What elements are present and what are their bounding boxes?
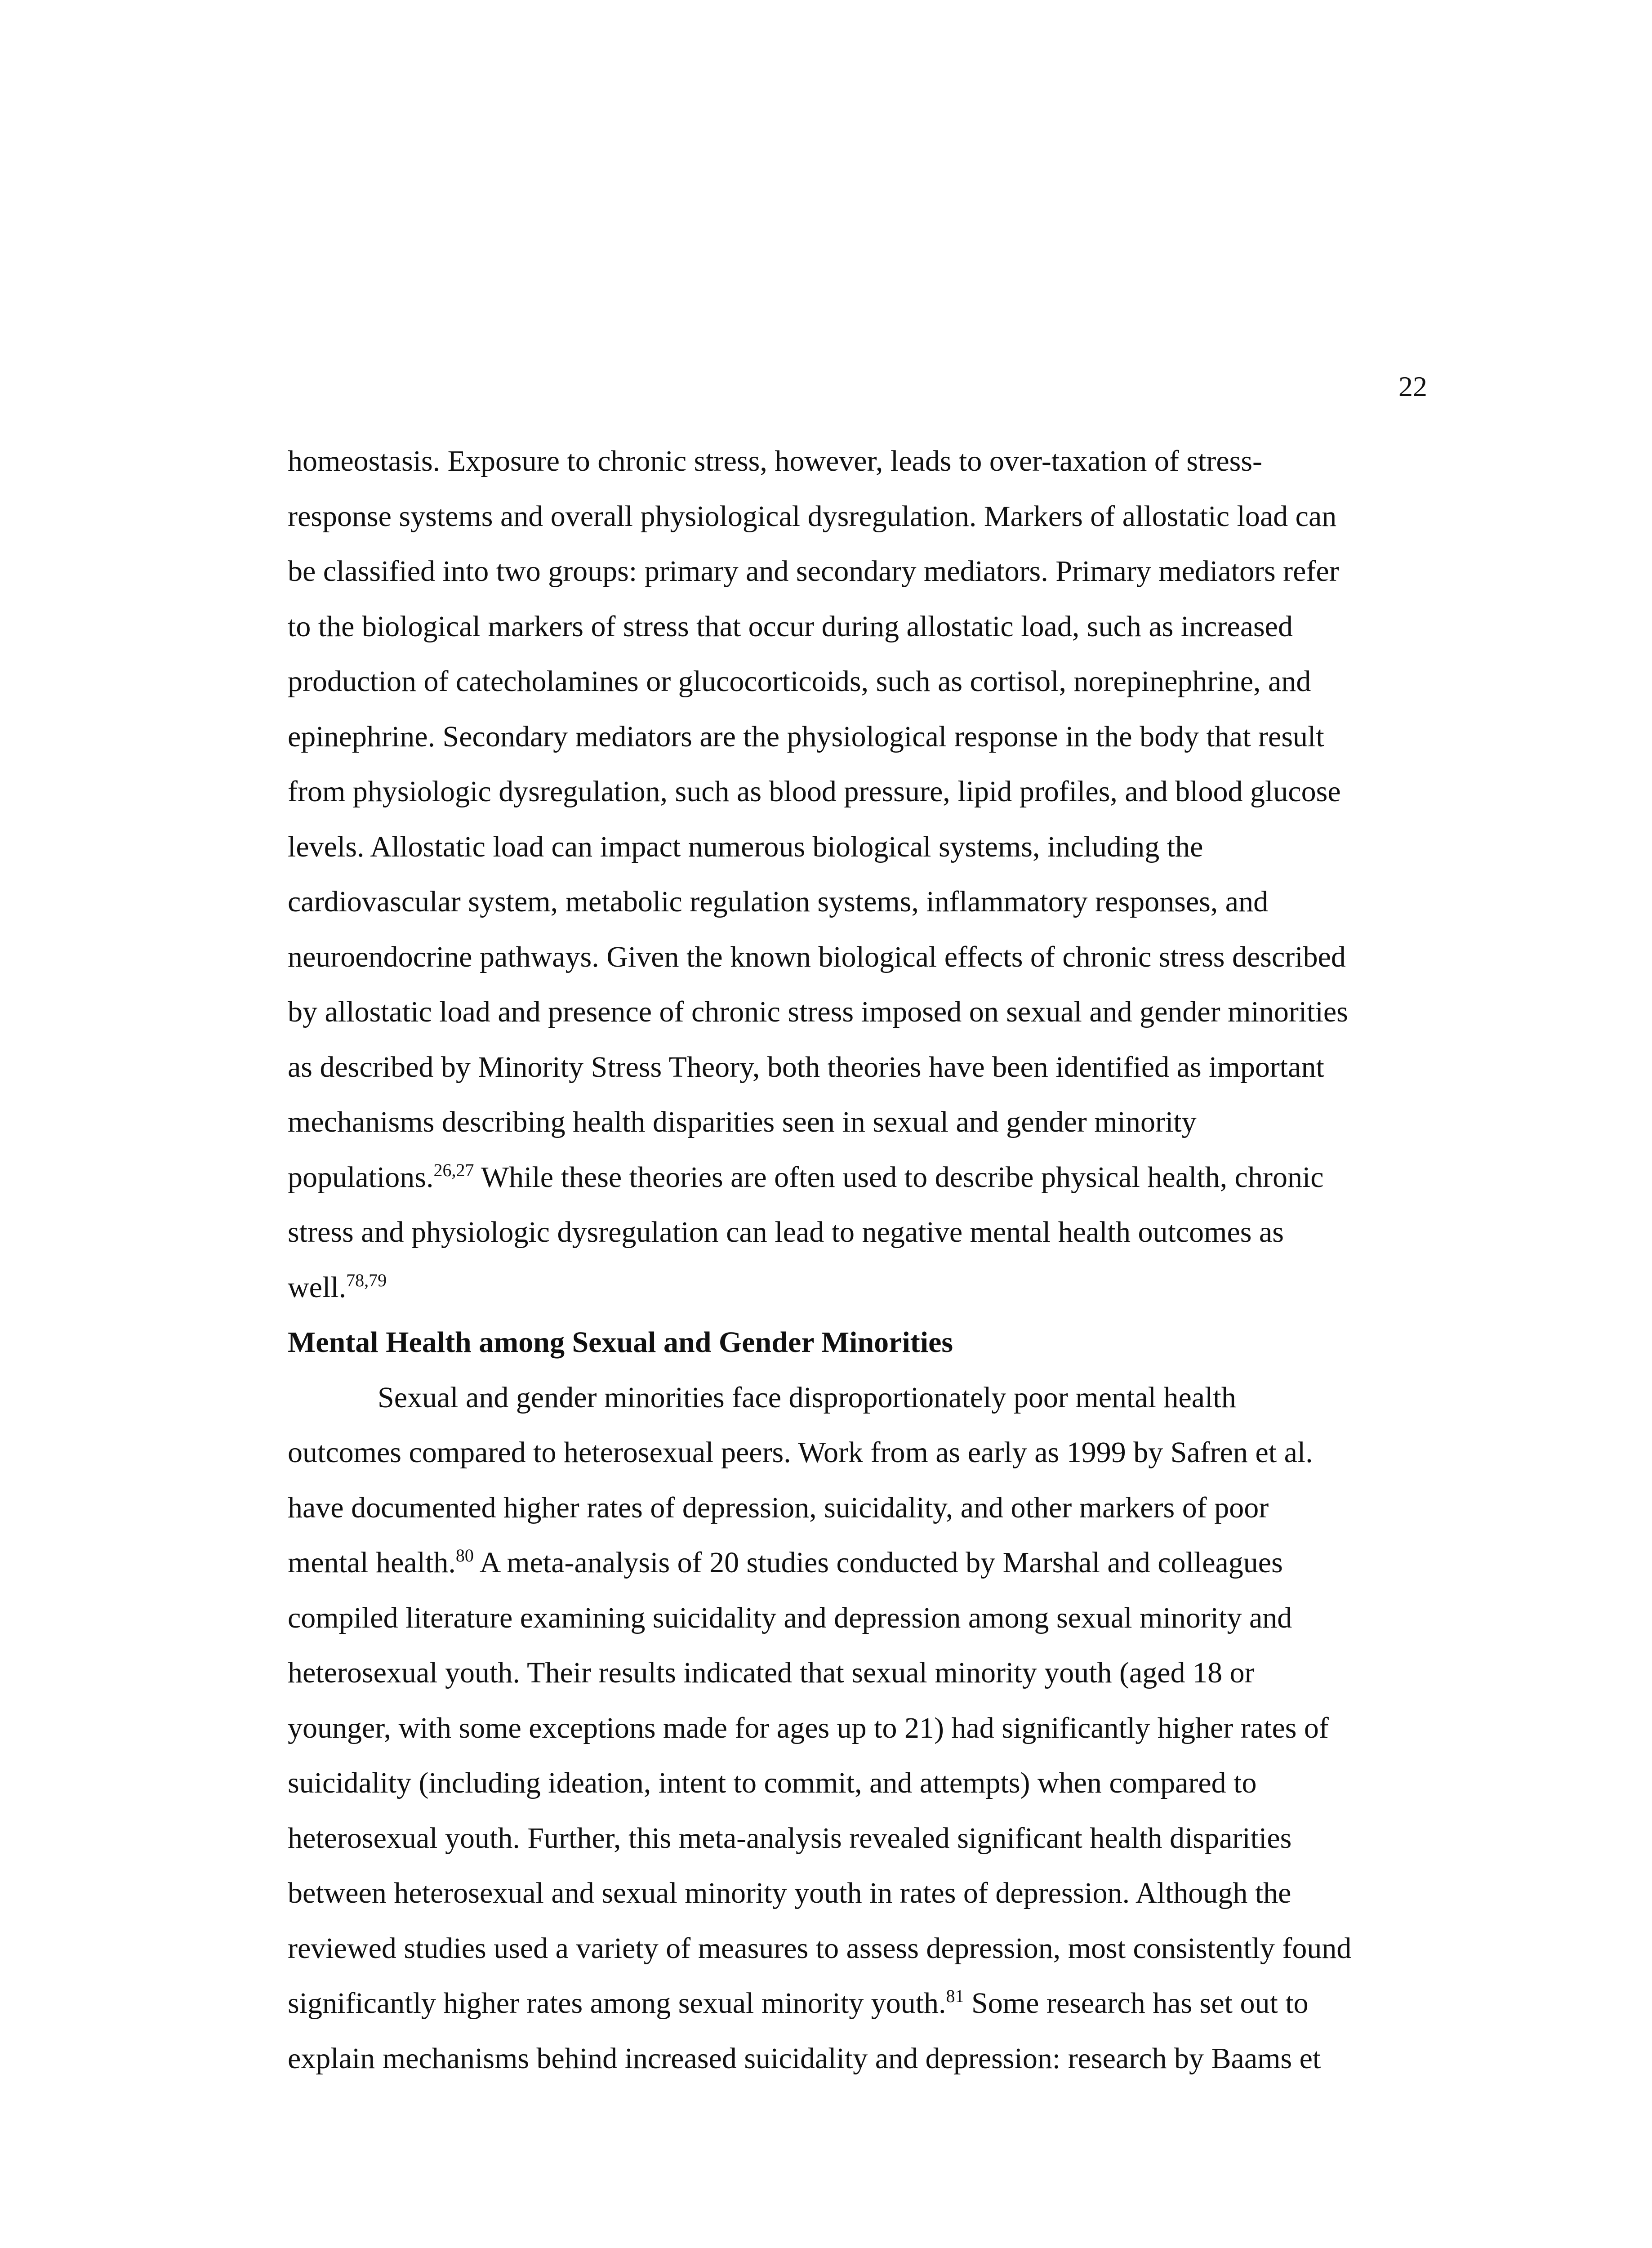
text-line <box>288 434 1429 489</box>
citation-superscript: 26,27 <box>433 1160 474 1180</box>
text-line <box>288 764 1429 820</box>
text-line <box>288 489 1429 544</box>
text-line <box>288 2031 1429 2087</box>
line-text: explain mechanisms behind increased suicidality and depression: research by Baams et <box>288 2042 1321 2075</box>
text-line <box>288 874 1429 930</box>
line-text: from physiologic dysregulation, such as blood pressure, lipid profiles, and blood glucose <box>288 775 1341 808</box>
citation-superscript: 78,79 <box>346 1270 387 1290</box>
citation-superscript: 80 <box>455 1545 474 1566</box>
line-text: heterosexual youth. Their results indicated that sexual minority youth (aged 18 or <box>288 1656 1255 1689</box>
text-line <box>288 544 1429 599</box>
paragraph-allostatic-load <box>288 434 1429 1315</box>
line-text: well. <box>288 1271 347 1304</box>
line-text: compiled literature examining suicidality and depression among sexual minority and <box>288 1601 1292 1634</box>
line-text: heterosexual youth. Further, this meta-analysis revealed significant health disparities <box>288 1821 1292 1855</box>
text-line <box>288 820 1429 875</box>
line-text: response systems and overall physiological dysregulation. Markers of allostatic load can <box>288 500 1337 533</box>
text-line <box>288 654 1429 709</box>
text-line <box>288 1205 1429 1260</box>
section-heading: Mental Health among Sexual and Gender Minorities <box>288 1326 953 1359</box>
text-line <box>288 1370 1429 1426</box>
document-body <box>288 434 1429 2086</box>
line-text: cardiovascular system, metabolic regulation systems, inflammatory responses, and <box>288 885 1269 918</box>
text-line <box>288 599 1429 655</box>
line-text: While these theories are often used to describe physical health, chronic <box>474 1160 1324 1194</box>
text-line <box>288 1646 1429 1701</box>
text-line <box>288 1095 1429 1150</box>
line-text: outcomes compared to heterosexual peers. Work from as early as 1999 by Safren et al. <box>288 1436 1313 1469</box>
line-text: populations. <box>288 1160 434 1194</box>
text-line <box>288 1921 1429 1976</box>
text-line <box>288 1591 1429 1646</box>
line-text: between heterosexual and sexual minority youth in rates of depression. Although the <box>288 1877 1291 1909</box>
line-text: homeostasis. Exposure to chronic stress, however, leads to over-taxation of stress- <box>288 445 1263 477</box>
text-line <box>288 1481 1429 1536</box>
text-line <box>288 1040 1429 1095</box>
text-line <box>288 1260 1429 1316</box>
line-text: be classified into two groups: primary and secondary mediators. Primary mediators refer <box>288 555 1339 588</box>
page-number: 22 <box>1398 370 1427 402</box>
line-text: Sexual and gender minorities face disproportionately poor mental health <box>378 1381 1236 1414</box>
text-line <box>288 1866 1429 1921</box>
text-line <box>288 1756 1429 1811</box>
line-text: Some research has set out to <box>964 1987 1309 2020</box>
line-text: suicidality (including ideation, intent to commit, and attempts) when compared to <box>288 1766 1257 1799</box>
text-line <box>288 1150 1429 1205</box>
text-line <box>288 985 1429 1040</box>
line-text: production of catecholamines or glucocorticoids, such as cortisol, norepinephrine, and <box>288 665 1311 698</box>
line-text: A meta-analysis of 20 studies conducted by Marshal and colleagues <box>473 1546 1283 1579</box>
text-line <box>288 1425 1429 1481</box>
line-text: levels. Allostatic load can impact numerous biological systems, including the <box>288 830 1203 863</box>
line-text: epinephrine. Secondary mediators are the physiological response in the body that result <box>288 720 1324 753</box>
text-line <box>288 1701 1429 1756</box>
text-line <box>288 1811 1429 1866</box>
line-text: neuroendocrine pathways. Given the known biological effects of chronic stress described <box>288 940 1346 973</box>
citation-superscript: 81 <box>946 1986 964 2006</box>
line-text: to the biological markers of stress that occur during allostatic load, such as increased <box>288 610 1293 643</box>
line-text: as described by Minority Stress Theory, both theories have been identified as important <box>288 1050 1324 1084</box>
line-text: reviewed studies used a variety of measures to assess depression, most consistently found <box>288 1931 1352 1965</box>
line-text: younger, with some exceptions made for ages up to 21) had significantly higher rates of <box>288 1711 1329 1744</box>
line-text: have documented higher rates of depression, suicidality, and other markers of poor <box>288 1491 1269 1524</box>
line-text: mental health. <box>288 1546 456 1579</box>
line-text: stress and physiologic dysregulation can lead to negative mental health outcomes as <box>288 1216 1284 1249</box>
line-text: by allostatic load and presence of chronic stress imposed on sexual and gender minorities <box>288 995 1348 1028</box>
line-text: mechanisms describing health disparities seen in sexual and gender minority <box>288 1106 1197 1138</box>
paragraph-mental-health <box>288 1370 1429 2087</box>
text-line <box>288 1976 1429 2031</box>
text-line <box>288 709 1429 765</box>
text-line <box>288 930 1429 985</box>
line-text: significantly higher rates among sexual minority youth. <box>288 1987 946 2020</box>
text-line <box>288 1535 1429 1591</box>
